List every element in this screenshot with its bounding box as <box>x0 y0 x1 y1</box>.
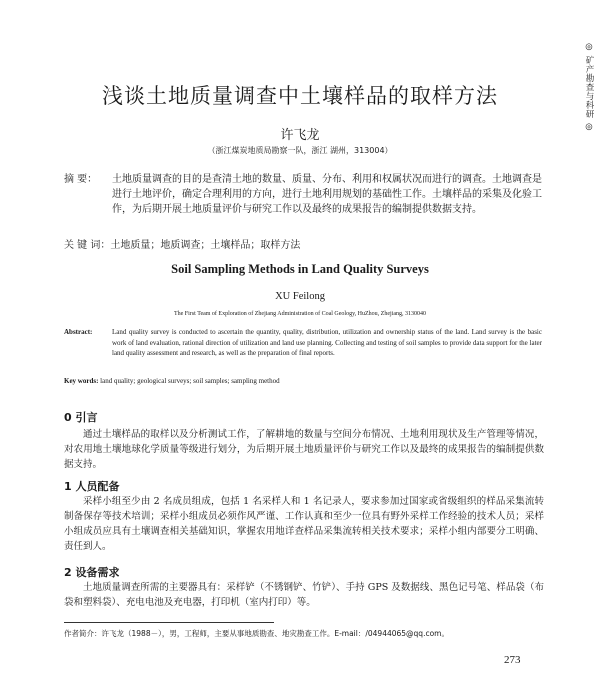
chinese-author: 许飞龙 <box>280 128 320 143</box>
chinese-affiliation: （浙江煤炭地质局勘察一队，浙江 湖州，313004） <box>207 146 393 155</box>
english-keywords-text: land quality; geological surveys; soil samples; sampling method <box>100 377 280 385</box>
section-text-introduction: 通过土壤样品的取样以及分析测试工作，了解耕地的数量与空间分布情况、土地利用现状及生产管理等情况，对农用地土壤地球化学质量等级进行划分，为后期开展土地质量评价与研究工作以及最终的成果报告的编制提供数据支持。 <box>64 429 544 470</box>
chinese-keywords-label: 关 键 词： <box>64 240 111 251</box>
chinese-abstract-text: 土地质量调查的目的是查清土地的数量、质量、分布、利用和权属状况而进行的调查。土地调查是进行土地评价，确定合理利用的方向，进行土地利用规划的基础性工作。土壤样品的采集及化验工作，为后期开展土地质量评价与研究工作以及最终的成果报告的编制提供数据支持。 <box>112 174 542 215</box>
english-title: Soil Sampling Methods in Land Quality Surveys <box>171 262 429 276</box>
journal-side-label: ◎ 矿产勘查与科研 ◎ <box>584 42 594 133</box>
section-text-personnel: 采样小组至少由 2 名成员组成，包括 1 名采样人和 1 名记录人，要求参加过国家或省级组织的样品采集流转制备保存等技术培训；采样小组成员必须作风严谨、工作认真和至少一位具有野外采样工作经验的技术人员；采样小组成员应具有土壤调查相关基础知识，掌握农用地详查样品采集流转相关技术要求；采样小组内部要分工明确、责任到人。 <box>64 496 544 552</box>
page-number: 273 <box>504 654 521 666</box>
chinese-title: 浅谈土地质量调查中土壤样品的取样方法 <box>102 84 498 108</box>
author-footnote: 作者简介：许飞龙（1988－），男，工程师，主要从事地质勘查、地灾勘查工作。E-mail：/04944065@qq.com。 <box>64 629 449 638</box>
section-text-equipment: 土地质量调查所需的主要器具有：采样铲（不锈钢铲、竹铲）、手持 GPS 及数据线、黑色记号笔、样品袋（布袋和塑料袋）、充电电池及充电器，打印机（室内打印）等。 <box>64 582 544 608</box>
section-heading-introduction: 0 引言 <box>64 411 98 424</box>
chinese-abstract-label: 摘 要： <box>64 174 98 185</box>
english-abstract-text: Land quality survey is conducted to ascertain the quantity, quality, distribution, utilization and ownership status of the land. Land survey is the basic work of land evaluation, rational direction of utilization and land use planning. Collecting and testing of soil samples to provide data support for the later land quality assessment and research, as well as the preparation of final reports. <box>112 328 542 357</box>
english-abstract-label: Abstract: <box>64 328 93 336</box>
section-heading-equipment: 2 设备需求 <box>64 566 120 579</box>
chinese-abstract <box>64 172 544 217</box>
english-keywords-label: Key words: <box>64 377 99 385</box>
english-abstract <box>64 327 542 359</box>
chinese-keywords-text: 土地质量；地质调查；土壤样品；取样方法 <box>110 240 301 251</box>
english-author: XU Feilong <box>275 291 325 302</box>
chinese-keywords <box>64 236 544 251</box>
section-heading-personnel: 1 人员配备 <box>64 480 120 493</box>
footnote-divider <box>64 622 274 623</box>
english-keywords <box>64 377 542 385</box>
english-affiliation: The First Team of Exploration of Zhejiang Administration of Coal Geology, HuZhou, Zhejiang, 3130040 <box>173 311 427 317</box>
